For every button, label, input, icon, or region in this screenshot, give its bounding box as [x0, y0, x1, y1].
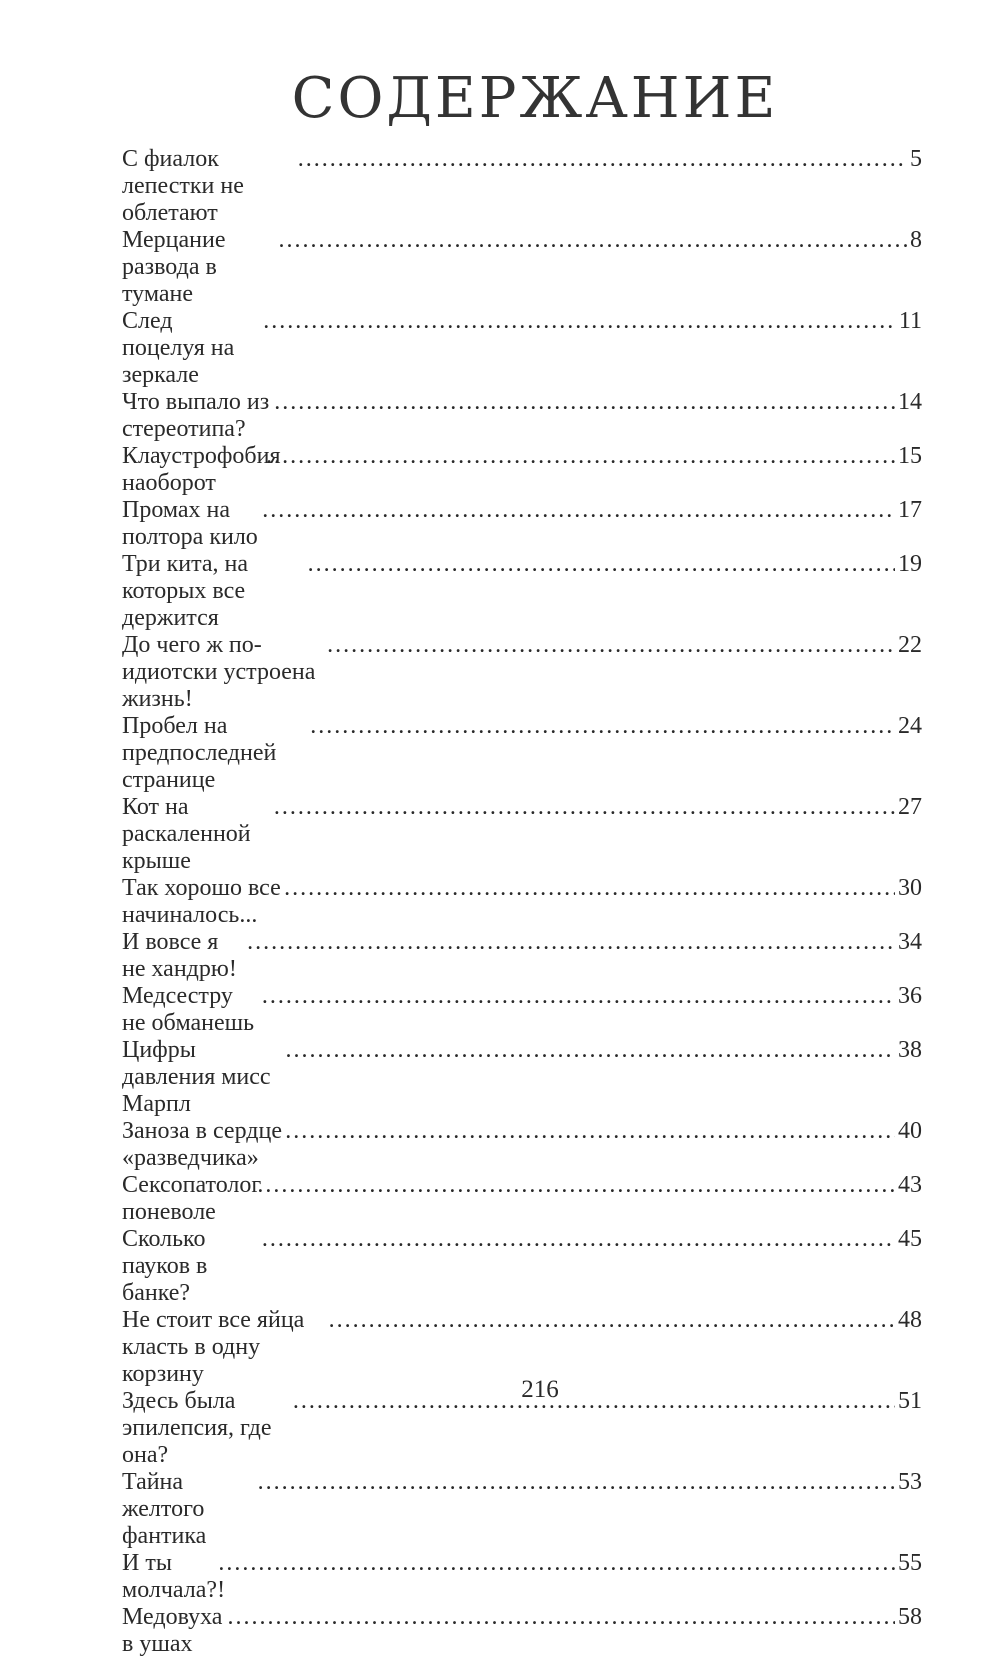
- page-number: 216: [521, 1376, 559, 1403]
- toc-entry[interactable]: [122, 1118, 922, 1172]
- toc-entry-title: След поцелуя на зеркале: [122, 308, 235, 388]
- toc-entry-title: Медовуха в ушах: [122, 1604, 223, 1657]
- toc-entry-title: Сексопатолог поневоле: [122, 1172, 262, 1225]
- toc-entry-page: 40: [898, 1118, 922, 1144]
- toc-entry-page: 15: [898, 443, 922, 469]
- dot-leader: [308, 551, 895, 578]
- toc-entry[interactable]: [122, 389, 922, 443]
- toc-entry-title: Медсестру не обманешь: [122, 983, 255, 1036]
- toc-entry[interactable]: [122, 1037, 922, 1118]
- dot-leader: [266, 443, 895, 470]
- toc-entry-title: Пробел на предпоследней странице: [122, 713, 277, 793]
- dot-leader: [274, 389, 895, 416]
- toc-entry-title: Клаустрофобия наоборот: [122, 443, 281, 496]
- dot-leader: [329, 1307, 895, 1334]
- toc-entry-page: 24: [898, 713, 922, 739]
- dot-leader: [310, 713, 895, 740]
- toc-entry[interactable]: [122, 497, 922, 551]
- toc-entry-title: И вовсе я не хандрю!: [122, 929, 237, 982]
- toc-entry[interactable]: [122, 929, 922, 983]
- toc-entry-page: 30: [898, 875, 922, 901]
- toc-entry[interactable]: [122, 794, 922, 875]
- toc-entry-title: Заноза в сердце «разведчика»: [122, 1118, 282, 1171]
- dot-leader: [218, 1550, 895, 1577]
- toc-entry-title: Мерцание развода в тумане: [122, 227, 226, 307]
- dot-leader: [228, 1604, 896, 1631]
- toc-entry[interactable]: [122, 308, 922, 389]
- dot-leader: [285, 1037, 895, 1064]
- toc-entry-page: 19: [898, 551, 922, 577]
- toc-entry-page: 53: [898, 1469, 922, 1495]
- toc-entry-page: 51: [898, 1388, 922, 1414]
- dot-leader: [262, 497, 895, 524]
- toc-entry-title: Здесь была эпилепсия, где она?: [122, 1388, 272, 1468]
- toc-entry[interactable]: [122, 1469, 922, 1550]
- toc-entry[interactable]: [122, 632, 922, 713]
- toc-entry-title: С фиалок лепестки не облетают: [122, 146, 244, 226]
- toc-entry-title: И ты молчала?!: [122, 1550, 226, 1603]
- toc-entry[interactable]: [122, 983, 922, 1037]
- toc-entry[interactable]: [122, 227, 922, 308]
- toc-entry[interactable]: [122, 1172, 922, 1226]
- toc-entry-page: 36: [898, 983, 922, 1009]
- dot-leader: [285, 1118, 895, 1145]
- toc-entry[interactable]: [122, 1550, 922, 1604]
- toc-entry-title: Три кита, на которых все держится: [122, 551, 249, 631]
- dot-leader: [262, 1226, 895, 1253]
- dot-leader: [327, 632, 895, 659]
- toc-entry-title: Так хорошо все начиналось...: [122, 875, 281, 928]
- dot-leader: [284, 875, 895, 902]
- toc-entry-title: Промах на полтора кило: [122, 497, 258, 550]
- toc-entry-page: 38: [898, 1037, 922, 1063]
- toc-entry-page: 48: [898, 1307, 922, 1333]
- toc-entry-page: 17: [898, 497, 922, 523]
- dot-leader: [258, 1469, 895, 1496]
- toc-entry[interactable]: [122, 1604, 922, 1658]
- toc-entry[interactable]: [122, 875, 922, 929]
- dot-leader: [262, 983, 895, 1010]
- dot-leader: [279, 227, 908, 254]
- toc-entry-title: Кот на раскаленной крыше: [122, 794, 251, 874]
- toc-entry-page: 43: [898, 1172, 922, 1198]
- toc-entry[interactable]: [122, 1226, 922, 1307]
- toc-entry-title: Не стоит все яйца класть в одну корзину: [122, 1307, 305, 1387]
- toc-entry-title: Сколько пауков в банке?: [122, 1226, 208, 1306]
- toc-entry[interactable]: [122, 713, 922, 794]
- dot-leader: [263, 308, 896, 335]
- toc-entry-page: 27: [898, 794, 922, 820]
- toc-entry-page: 22: [898, 632, 922, 658]
- dot-leader: [298, 146, 907, 173]
- dot-leader: [257, 1172, 895, 1199]
- toc-entry-page: 11: [898, 308, 922, 334]
- toc-entry[interactable]: [122, 551, 922, 632]
- toc-entry-page: 8: [910, 227, 922, 253]
- toc-entry-page: 58: [898, 1604, 922, 1630]
- table-of-contents: [122, 146, 922, 1658]
- dot-leader: [247, 929, 895, 956]
- toc-entry-page: 5: [910, 146, 922, 172]
- toc-entry-title: Что выпало из стереотипа?: [122, 389, 270, 442]
- page-title: СОДЕРЖАНИЕ: [291, 66, 779, 131]
- toc-entry-page: 34: [898, 929, 922, 955]
- toc-entry-title: Цифры давления мисс Марпл: [122, 1037, 271, 1117]
- toc-entry[interactable]: [122, 443, 922, 497]
- toc-entry-page: 14: [898, 389, 922, 415]
- toc-entry-title: До чего ж по-идиотски устроена жизнь!: [122, 632, 316, 712]
- toc-entry[interactable]: [122, 146, 922, 227]
- dot-leader: [274, 794, 895, 821]
- toc-entry-title: Тайна желтого фантика: [122, 1469, 207, 1549]
- toc-entry-page: 55: [898, 1550, 922, 1576]
- toc-entry-page: 45: [898, 1226, 922, 1252]
